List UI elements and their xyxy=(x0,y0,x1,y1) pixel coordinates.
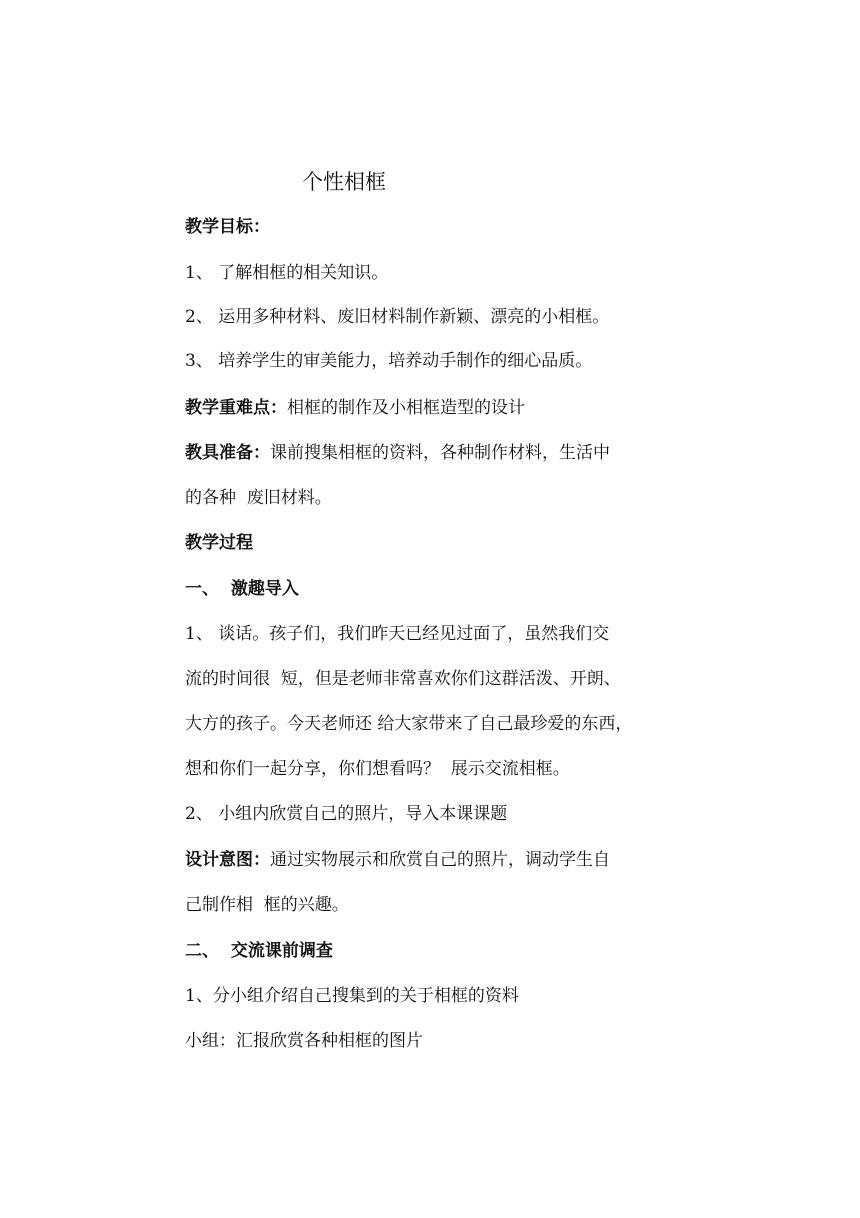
key-points-text: 相框的制作及小相框造型的设计 xyxy=(287,398,525,418)
section2-heading: 二、 交流课前调查 xyxy=(185,941,333,961)
materials-text-continued: 的各种 废旧材料。 xyxy=(185,488,332,508)
section1-paragraph-line: 1、 谈话。孩子们，我们昨天已经见过面了，虽然我们交 xyxy=(185,624,610,644)
process-heading: 教学过程 xyxy=(185,533,253,553)
materials-line xyxy=(185,441,610,465)
section1-paragraph-line: 大方的孩子。今天老师还 给大家带来了自己最珍爱的东西， xyxy=(185,714,633,734)
section2-item2: 小组：汇报欣赏各种相框的图片 xyxy=(185,1031,423,1051)
key-points-label: 教学重难点： xyxy=(185,398,287,418)
materials-label: 教具准备： xyxy=(185,443,270,463)
objective-item: 2、 运用多种材料、废旧材料制作新颖、漂亮的小相框。 xyxy=(185,307,610,327)
objectives-heading: 教学目标： xyxy=(185,217,270,237)
materials-text: 课前搜集相框的资料，各种制作材料，生活中 xyxy=(270,443,610,463)
section1-item2: 2、 小组内欣赏自己的照片，导入本课课题 xyxy=(185,804,508,824)
document-title: 个性相框 xyxy=(302,170,386,194)
section1-heading: 一、 激趣导入 xyxy=(185,579,299,599)
section1-paragraph-line: 想和你们一起分享，你们想看吗？ 展示交流相框。 xyxy=(185,759,570,779)
objective-item: 3、 培养学生的审美能力，培养动手制作的细心品质。 xyxy=(185,351,593,371)
section1-paragraph-line: 流的时间很 短，但是老师非常喜欢你们这群活泼、开朗、 xyxy=(185,669,621,689)
section2-item1: 1、分小组介绍自己搜集到的关于相框的资料 xyxy=(185,986,519,1006)
key-points-line xyxy=(185,396,525,420)
design-intent-line xyxy=(185,848,610,872)
objective-item: 1、 了解相框的相关知识。 xyxy=(185,263,389,283)
design-intent-label: 设计意图： xyxy=(185,850,270,870)
design-intent-text-continued: 己制作相 框的兴趣。 xyxy=(185,895,349,915)
design-intent-text: 通过实物展示和欣赏自己的照片，调动学生自 xyxy=(270,850,610,870)
